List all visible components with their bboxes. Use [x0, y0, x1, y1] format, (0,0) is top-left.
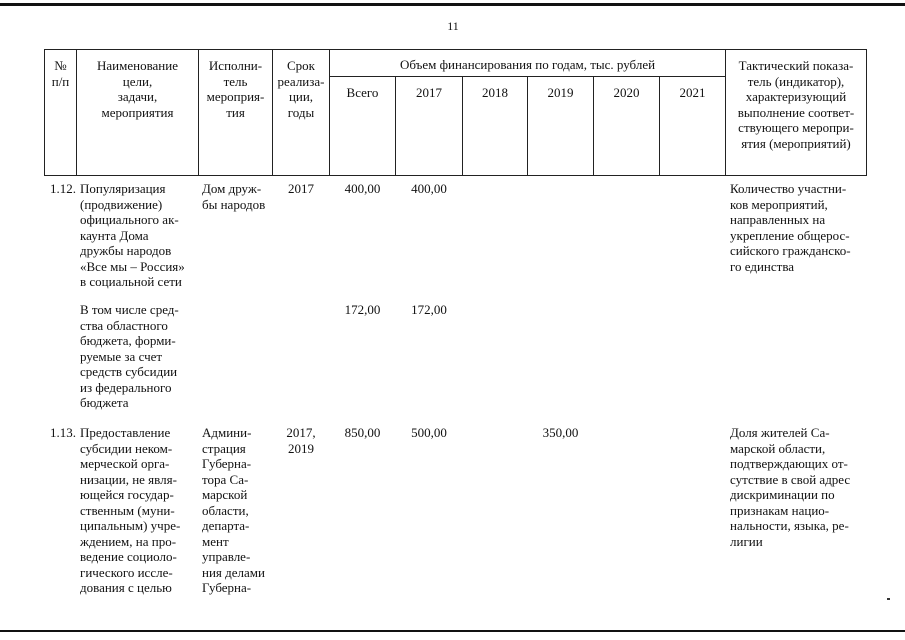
row-year-2019: 350,00	[542, 425, 579, 440]
row-number: 1.12.	[50, 181, 76, 196]
header-term: Срок реализа- ции, годы	[277, 58, 325, 120]
header-indicator: Тактический показа- тель (индикатор), характеризующий выполнение соответ- ствующего меропри- ятия (мероприятий)	[737, 58, 855, 151]
row-term: 2017	[288, 181, 314, 196]
page-number: 11	[447, 19, 459, 33]
header-funding-title: Объем финансирования по годам, тыс. рублей	[399, 57, 656, 72]
row-total: 172,00	[344, 302, 381, 317]
row-executor: Дом друж- бы народов	[202, 181, 266, 212]
row-indicator: Доля жителей Са- марской области, подтверждающих от- сутствие в свой адрес дискриминации по признакам нацио- нальности, языка, ре- лигии	[730, 425, 851, 549]
header-year-2018: 2018	[482, 85, 508, 100]
row-number: 1.13.	[50, 425, 76, 440]
row-year-2017: 172,00	[411, 302, 447, 317]
top-rule	[0, 3, 905, 6]
header-no: № п/п	[51, 58, 70, 89]
header-bottom-line	[44, 175, 866, 176]
row-year-2017: 500,00	[411, 425, 447, 440]
header-total: Всего	[346, 85, 379, 100]
row-year-2017: 400,00	[411, 181, 447, 196]
row-name: Предоставление субсидии неком- мерческой орга- низации, не явля- ющейся государ- ственным (муни- ципальным) учре- ждением, на про- ведение социоло- гического иссле- дования с целью	[80, 425, 181, 595]
row-total: 400,00	[344, 181, 381, 196]
row-executor: Админи- страция Губерна- тора Са- марской области, департа- мент управле- ния делами Губерна-	[202, 425, 265, 595]
row-indicator: Количество участни- ков мероприятий, направленных на укрепление общерос- сийского гражданско- го единства	[730, 181, 851, 274]
header-executor: Исполни- тель мероприя- тия	[206, 58, 265, 120]
scan-speck	[887, 598, 890, 600]
row-total: 850,00	[344, 425, 381, 440]
bottom-rule	[0, 630, 905, 632]
row-name: Популяризация (продвижение) официального ак- каунта Дома дружбы народов «Все мы – Россия» в социальной сети	[80, 181, 185, 289]
header-name: Наименование цели, задачи, мероприятия	[97, 58, 178, 120]
header-year-2017: 2017	[416, 85, 442, 100]
header-year-2020: 2020	[613, 85, 640, 100]
header-top-line	[44, 49, 866, 50]
header-year-2021: 2021	[679, 85, 706, 100]
row-term: 2017, 2019	[286, 425, 316, 456]
header-year-2019: 2019	[547, 85, 574, 100]
row-name: В том числе сред- ства областного бюджета, форми- руемые за счет средств субсидии из федерального бюджета	[80, 302, 179, 410]
header-border	[866, 49, 867, 176]
